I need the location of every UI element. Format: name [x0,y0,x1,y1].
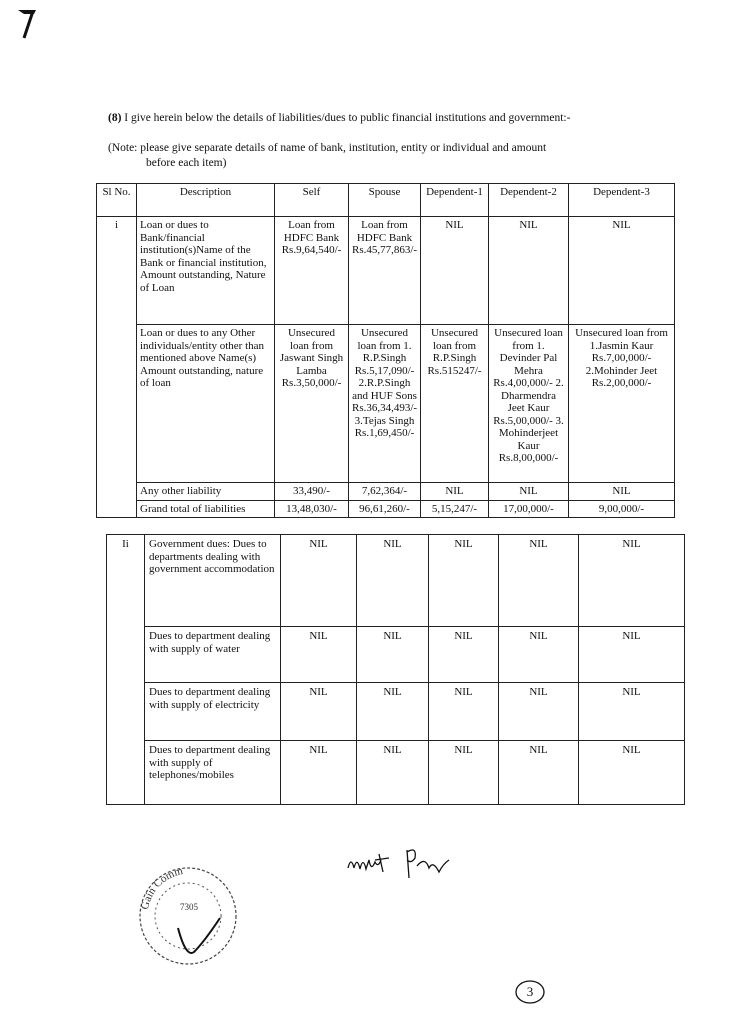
liabilities-table [96,183,675,518]
cell-dependent-2: NIL [489,483,569,501]
table-row [107,683,685,741]
table-row [97,325,675,483]
cell-dependent-3: NIL [579,741,685,805]
cell-self: NIL [281,535,357,627]
stamp-text: Gain Comm [139,865,185,911]
cell-self: Loan from HDFC Bank Rs.9,64,540/- [275,217,349,325]
note [108,141,628,171]
cell-dependent-1: 5,15,247/- [421,500,489,518]
section-heading [108,111,708,125]
cell-dependent-1: NIL [429,535,499,627]
cell-dependent-1: NIL [429,741,499,805]
row-description: Loan or dues to Bank/financial institution(s)Name of the Bank or financial institution, Amount outstanding, Nature of Loan [137,217,275,325]
cell-spouse: 96,61,260/- [349,500,421,518]
header-dependent-3: Dependent-3 [569,184,675,217]
stamp-number: 7305 [180,902,198,912]
cell-self: 33,490/- [275,483,349,501]
cell-dependent-3: Unsecured loan from 1.Jasmin Kaur Rs.7,00,000/- 2.Mohinder Jeet Rs.2,00,000/- [569,325,675,483]
sl-number: Ii [107,535,145,805]
cell-spouse: NIL [357,627,429,683]
table-row [97,500,675,518]
header-dependent-1: Dependent-1 [421,184,489,217]
note-line-2: before each item) [146,157,227,169]
cell-dependent-3: NIL [569,217,675,325]
note-line-1: (Note: please give separate details of name of bank, institution, entity or individual and amount [108,142,547,154]
stamp-seal [120,858,270,978]
cell-dependent-1: NIL [429,683,499,741]
cell-dependent-2: NIL [499,535,579,627]
cell-dependent-1: NIL [421,483,489,501]
cell-dependent-2: NIL [499,627,579,683]
cell-self: NIL [281,627,357,683]
cell-self: NIL [281,683,357,741]
sl-number: i [97,217,137,518]
row-description: Dues to department dealing with supply of electricity [145,683,281,741]
cell-dependent-1: NIL [429,627,499,683]
cell-self: Unsecured loan from Jaswant Singh Lamba Rs.3,50,000/- [275,325,349,483]
cell-dependent-3: NIL [579,627,685,683]
cell-dependent-2: NIL [499,683,579,741]
row-description: Dues to department dealing with supply of telephones/mobiles [145,741,281,805]
cell-dependent-3: NIL [569,483,675,501]
cell-dependent-1: Unsecured loan from R.P.Singh Rs.515247/- [421,325,489,483]
table-row [97,217,675,325]
cell-spouse: NIL [357,741,429,805]
header-spouse: Spouse [349,184,421,217]
cell-dependent-2: NIL [489,217,569,325]
table-row [97,483,675,501]
row-description: Government dues: Dues to departments dealing with government accommodation [145,535,281,627]
cell-spouse: Unsecured loan from 1. R.P.Singh Rs.5,17,090/- 2.R.P.Singh and HUF Sons Rs.36,34,493/- 3.Tejas Singh Rs.1,69,450/- [349,325,421,483]
row-description: Loan or dues to any Other individuals/entity other than mentioned above Name(s) Amount outstanding, nature of loan [137,325,275,483]
header-self: Self [275,184,349,217]
header-sl-no: Sl No. [97,184,137,217]
table-row [107,627,685,683]
table-header-row [97,184,675,217]
header-description: Description [137,184,275,217]
cell-dependent-2: Unsecured loan from 1. Devinder Pal Mehra Rs.4,00,000/- 2. Dharmendra Jeet Kaur Rs.5,00,000/- 3. Mohinderjeet Kaur Rs.8,00,000/- [489,325,569,483]
cell-dependent-3: NIL [579,535,685,627]
handwritten-signature [345,842,465,892]
header-dependent-2: Dependent-2 [489,184,569,217]
cell-dependent-2: 17,00,000/- [489,500,569,518]
cell-dependent-3: 9,00,000/- [569,500,675,518]
row-description: Grand total of liabilities [137,500,275,518]
cell-self: 13,48,030/- [275,500,349,518]
page-number [513,978,547,1006]
cell-spouse: NIL [357,535,429,627]
government-dues-table [106,534,685,805]
table-row [107,741,685,805]
cell-self: NIL [281,741,357,805]
row-description: Any other liability [137,483,275,501]
row-description: Dues to department dealing with supply of water [145,627,281,683]
cell-spouse: 7,62,364/- [349,483,421,501]
table-row [107,535,685,627]
cell-spouse: NIL [357,683,429,741]
section-heading-text: I give herein below the details of liabilities/dues to public financial institutions and government:- [124,112,571,124]
section-number: (8) [108,112,122,124]
cell-spouse: Loan from HDFC Bank Rs.45,77,863/- [349,217,421,325]
cell-dependent-3: NIL [579,683,685,741]
cell-dependent-1: NIL [421,217,489,325]
svg-text:Gain Comm [139,865,185,911]
cell-dependent-2: NIL [499,741,579,805]
page-number-text: 3 [526,984,534,999]
corner-mark [14,6,42,40]
